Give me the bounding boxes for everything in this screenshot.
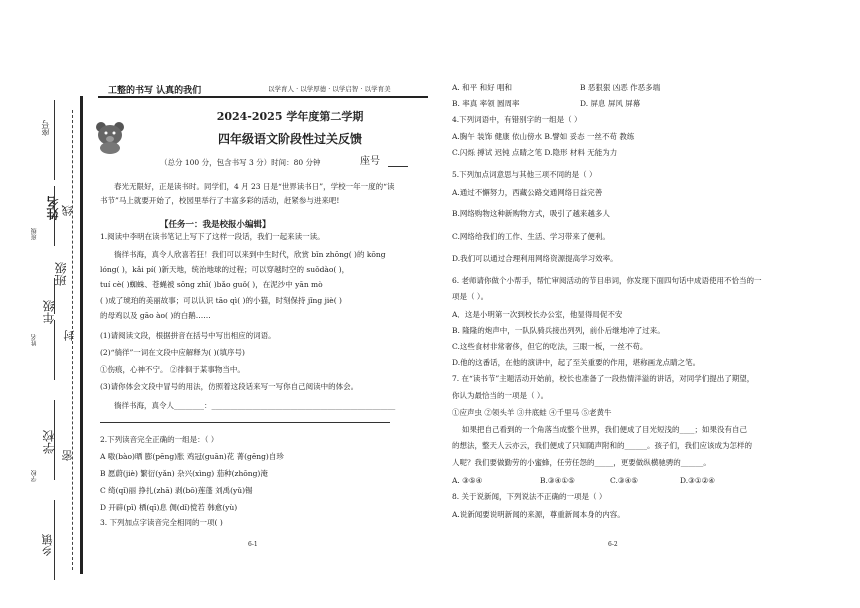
small-name-label: 姓名 — [31, 334, 38, 346]
banner-rule — [98, 96, 428, 98]
q2-option-c[interactable]: C 绮(qǐ)丽 挣扎(zhā) 剥(bō)莲蓬 刘禹(yǔ)锡 — [100, 486, 253, 495]
q5-option-b[interactable]: B.网络购物这种新购物方式，吸引了越来越多人 — [452, 209, 610, 218]
grade-field[interactable] — [54, 320, 55, 380]
page-number-right: 6-2 — [608, 541, 618, 548]
line-mark: 线 — [61, 205, 74, 216]
q3-option-c[interactable]: B. 率真 率领 圆周率 — [452, 99, 520, 108]
title-year: 2024-2025 学年度第二学期 — [216, 110, 364, 123]
q2-stem: 2.下列读音完全正确的一组是：（ ） — [100, 435, 219, 444]
q8-option-a[interactable]: A.说新闻要说明新闻的来源，尊重新闻本身的内容。 — [452, 510, 625, 519]
small-school-label: 学校 — [31, 470, 38, 482]
q5-stem: 5.下列加点词意思与其他三项不同的是（ ） — [452, 170, 597, 179]
q1-answer-line[interactable] — [100, 422, 390, 423]
town-label: 乡镇 — [41, 534, 54, 556]
name-label: 姓名 — [46, 196, 60, 220]
q7-word-options: ①应声虫 ②领头羊 ③井底蛙 ④千里马 ⑤老黄牛 — [452, 408, 612, 417]
small-class-label: 班级 — [31, 228, 38, 240]
q4-options-ab[interactable]: A.胸午 装饰 健康 依山傍水 B.譬如 妥态 一丝不苟 教练 — [452, 132, 635, 141]
seat-title-field[interactable] — [388, 166, 408, 167]
q1-sub-1: (1)请阅读文段，根据拼音在括号中写出相应的词语。 — [100, 331, 276, 340]
q5-option-a[interactable]: A.通过不懈努力，西藏公路交通网络日益完善 — [452, 188, 603, 197]
q7-option-b[interactable]: B.③④①⑤ — [540, 476, 575, 485]
q7-passage-3: 人呢？我们要做勤劳的小蜜蜂，任劳任怨的_____，更要做纵横驰骋的______。 — [452, 458, 711, 467]
q3-option-b[interactable]: B 恶狠狠 凶恶 作恶多端 — [580, 83, 661, 92]
q1-sub-3: (3)请你体会文段中冒号的用法，仿照着这段话来写一写你自己阅读中的体会。 — [100, 382, 359, 391]
q1-passage-4: ( )成了琥珀的美丽故事；可以认识 tāo qì( )的小猫，时刻保持 jǐng jiè( ) — [100, 296, 342, 305]
banner-left: 工整的书写 认真的我们 — [108, 86, 202, 96]
town-field[interactable] — [54, 500, 55, 580]
seat-field[interactable] — [54, 100, 55, 180]
q4-stem: 4.下列词语中，有错别字的一组是（ ） — [452, 115, 582, 124]
q7-option-c[interactable]: C.③④⑤ — [610, 476, 639, 485]
q1-passage-3: tuí cè( )蜘蛛、苍蝇被 sōng zhī( )bǎo guǒ( )，在泥沙中 yān mò — [100, 280, 323, 289]
q1-sub-3-answer[interactable]: 徜徉书海，真令人________：_________________________________________________ — [114, 401, 396, 410]
q1-sub-2-options: ①伤痕，心神不宁。 ②徘徊于某事物当中。 — [100, 365, 245, 374]
seat-title-label: 座号 — [360, 156, 380, 167]
q1-passage-5: 的母鸡以及 gāo ào( )的白鹅…… — [100, 311, 211, 320]
q6-option-c[interactable]: C.这些食材非常奢侈，但它的吃法，三眼一板，一丝不苟。 — [452, 342, 648, 351]
q2-option-a[interactable]: A 嗷(bào)晒 膨(pēng)胀 鸡冠(guān)花 菁(gēng)自珍 — [100, 452, 284, 461]
q7-passage-1: 如果把自己看到的一个角落当成整个世界，我们便成了目光短浅的____；如果没有自己 — [462, 425, 747, 434]
q6-option-b[interactable]: B. 隆隆的炮声中，一队队骑兵接出列列，前仆后继地冲了过来。 — [452, 326, 665, 335]
q1-sub-2: (2)“徜徉”一词在文段中应解释为( )(填序号) — [100, 348, 245, 357]
q1-passage-1: 徜徉书海，真令人欣喜若狂！我们可以来到中生时代，欣赏 bǐn zhōng( )的 kōng — [114, 250, 386, 259]
task1-heading: 【任务一：我是校报小编辑】 — [160, 220, 271, 230]
page-number-left: 6-1 — [248, 541, 258, 548]
q7-stem: 7. 在“读书节”主题活动开始前，校长也准备了一段热情洋溢的讲话，对同学们提出了期望， — [452, 374, 755, 383]
binding-thick-line — [80, 96, 83, 574]
q7-option-a[interactable]: A. ③⑤④ — [452, 476, 483, 485]
class-label: 班级 — [54, 262, 68, 286]
q6-option-d[interactable]: D.他的这番话，在他的演讲中，起了至关重要的作用，堪称画龙点睛之笔。 — [452, 358, 701, 367]
q7-stem-2: 你认为最恰当的一项是（ ）。 — [452, 391, 549, 400]
dense-mark: 密 — [61, 450, 74, 461]
seat-label: 座号 — [41, 120, 50, 136]
q5-option-c[interactable]: C.网络给我们的工作、生活、学习带来了便利。 — [452, 232, 610, 241]
q8-stem: 8. 关于说新闻，下列说法不正确的一项是（ ） — [452, 492, 607, 501]
intro-line-2: 书节”马上就要开始了，校园里举行了丰富多彩的活动，赶紧参与进来吧! — [100, 196, 340, 205]
q2-option-d[interactable]: D 开辟(pǐ) 栖(qī)息 倜(dǐ)傥若 韩愈(yù) — [100, 503, 238, 512]
q6-stem-2: 项是（ ）。 — [452, 292, 489, 301]
title-main: 四年级语文阶段性过关反馈 — [217, 132, 362, 146]
q1-stem: 1.阅读中李明在读书笔记上写下了这样一段话，我们一起来读一读。 — [100, 232, 325, 241]
q7-passage-2: 的想法，整天人云亦云，我们便成了只知随声附和的______。孩子们，我们应该成为怎样的 — [452, 441, 752, 450]
seal-mark: 封 — [63, 330, 76, 341]
q4-options-cd[interactable]: C.闪烁 搏试 迟钝 点睛之笔 D.隐形 材料 无能为力 — [452, 148, 618, 157]
q5-option-d[interactable]: D.我们可以通过合理利用网络资源提高学习效率。 — [452, 254, 618, 263]
q1-passage-2: lóng( )，kǎi pí( )新天地，统治地球的过程；可以穿越时空的 suǒdào( )， — [100, 265, 350, 274]
q6-stem: 6. 老师请你做个小帮手，帮忙审阅活动的节目串词，你发现下面四句话中成语使用不恰当的一 — [452, 276, 762, 285]
name-field[interactable] — [54, 186, 55, 246]
q7-option-d[interactable]: D.③①②④ — [680, 476, 716, 485]
bear-mascot-icon — [92, 120, 130, 154]
q3-option-d[interactable]: D. 屏息 屏风 屏幕 — [580, 99, 641, 108]
q6-option-a[interactable]: A．这是小明第一次到校长办公室，他显得局促不安 — [452, 310, 623, 319]
q2-option-b[interactable]: B 愿蔚(jiè) 繁衍(yǎn) 杂兴(xìng) 茄种(zhōng)淹 — [100, 469, 268, 478]
school-label: 学校 — [42, 430, 56, 454]
intro-line-1: 春光无限好，正是读书时。同学们，4 月 23 日是“世界读书日”，学校一年一度的“读 — [114, 182, 395, 191]
q3-stem: 3. 下列加点字读音完全相同的一项( ) — [100, 518, 223, 527]
q3-option-a[interactable]: A. 和平 和好 唱和 — [452, 83, 512, 92]
school-field[interactable] — [54, 400, 55, 480]
grade-label: 年级 — [42, 300, 56, 324]
banner-right: 以学育人 · 以学厚德 · 以学启智 · 以学育美 — [268, 85, 391, 93]
title-sub: （总分 100 分，包含书写 3 分）时间：80 分钟 — [160, 158, 321, 167]
